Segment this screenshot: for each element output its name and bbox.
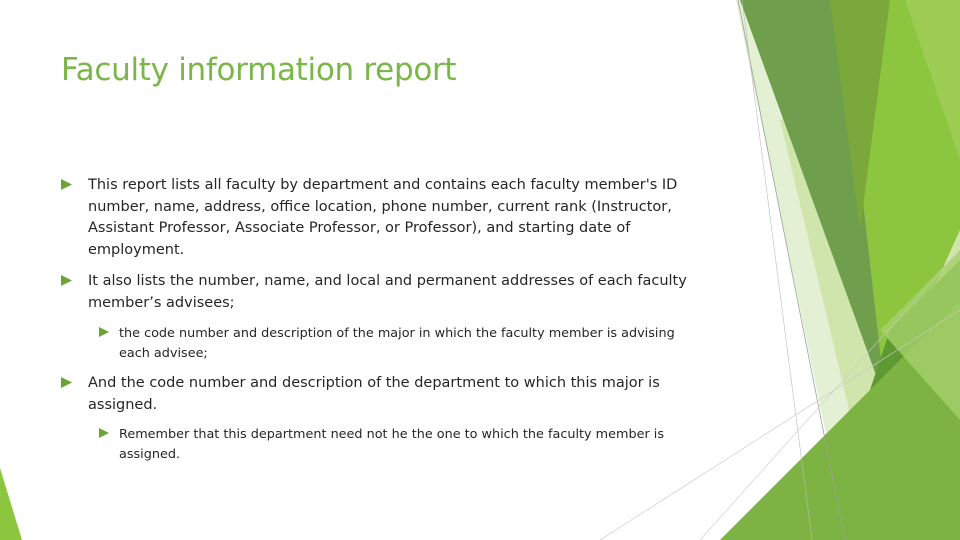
- triangle-right-icon: [61, 377, 72, 388]
- bullet-item: [88, 373, 728, 416]
- slide-title: Faculty information report: [61, 52, 457, 88]
- triangle-right-icon: [99, 327, 109, 337]
- triangle-right-icon: [61, 179, 72, 190]
- bullet-item: [88, 271, 728, 314]
- triangle-right-icon: [61, 275, 72, 286]
- sub-bullet-item: [119, 324, 709, 363]
- bullet-text: It also lists the number, name, and local and permanent addresses of each faculty member’s advisees;: [88, 273, 687, 311]
- sub-bullet-text: the code number and description of the major in which the faculty member is advising each advisee;: [119, 326, 675, 361]
- bullet-text: And the code number and description of the department to which this major is assigned.: [88, 375, 660, 413]
- triangle-right-icon: [99, 428, 109, 438]
- bullet-item: [88, 175, 728, 261]
- bullet-text: This report lists all faculty by department and contains each faculty member's ID number, name, address, office location, phone number, current rank (Instructor, Assistant Professor, Associate Professor, or Professor), and starting date of employment.: [88, 177, 678, 258]
- sub-bullet-item: [119, 425, 729, 464]
- sub-bullet-text: Remember that this department need not he the one to which the faculty member is assigned.: [119, 427, 665, 462]
